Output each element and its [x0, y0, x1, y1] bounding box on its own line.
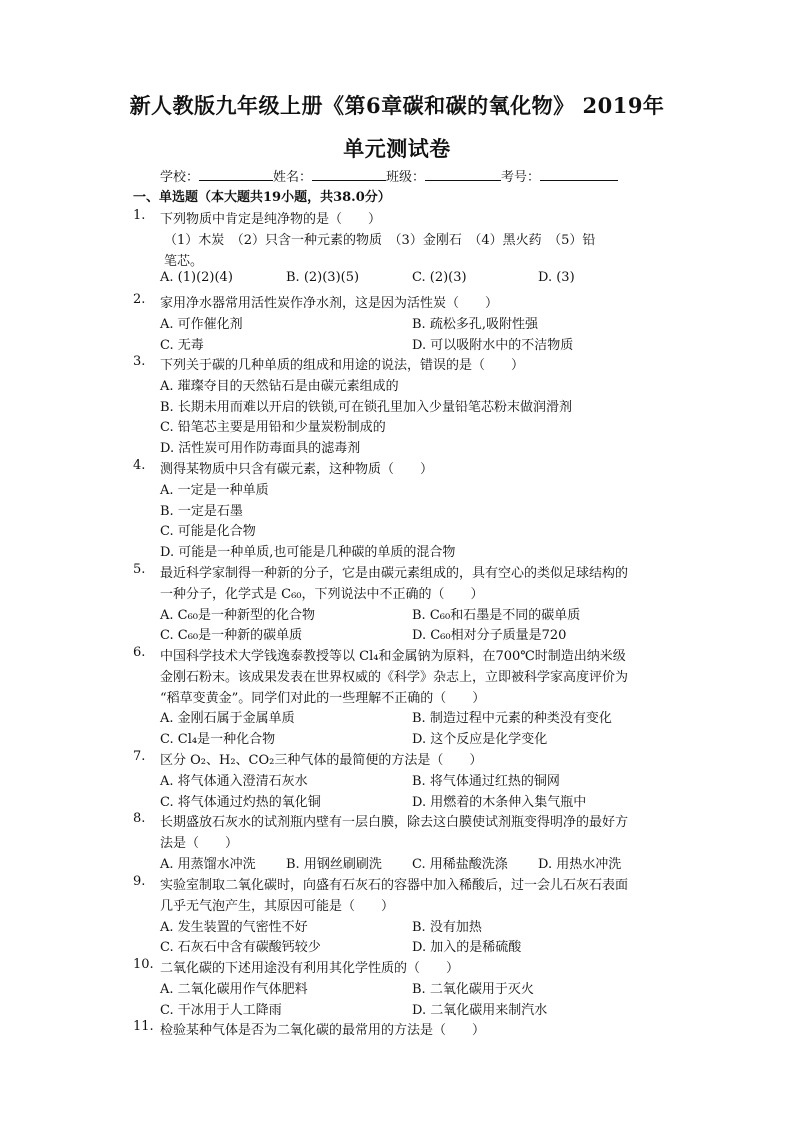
class-blank[interactable]: [425, 168, 501, 181]
answer-option[interactable]: D. 可以吸附水中的不洁物质: [412, 337, 574, 353]
answer-option[interactable]: B. 制造过程中元素的种类没有变化: [412, 711, 612, 727]
question-stem-line: （1）木炭 （2）只含一种元素的物质 （3）金刚石 （4）黑火药 （5）铅: [164, 232, 596, 248]
question-number: 11.: [133, 1019, 154, 1034]
question-number: 10.: [133, 957, 154, 972]
answer-option[interactable]: B. 长期未用而难以开启的铁锁,可在锁孔里加入少量铅笔芯粉末做润滑剂: [160, 399, 572, 415]
question-stem-line: 金刚石粉末。该成果发表在世界权威的《科学》杂志上，立即被科学家高度评价为: [160, 669, 629, 685]
answer-option[interactable]: C. 用稀盐酸洗涤: [412, 856, 508, 872]
question-stem-line: 家用净水器常用活性炭作净水剂，这是因为活性炭（ ）: [160, 296, 499, 311]
answer-option[interactable]: D. 这个反应是化学变化: [412, 732, 548, 748]
answer-option[interactable]: C. 将气体通过灼热的氧化铜: [160, 794, 321, 810]
answer-option[interactable]: B. 将气体通过红热的铜网: [412, 773, 560, 789]
answer-option[interactable]: A. 一定是一种单质: [160, 482, 269, 498]
question-number: 8.: [133, 811, 146, 826]
answer-option[interactable]: A. 用蒸馏水冲洗: [160, 856, 256, 872]
answer-option[interactable]: B. 一定是石墨: [160, 503, 243, 519]
school-blank[interactable]: [199, 168, 273, 181]
question-number: 9.: [133, 874, 146, 889]
answer-option[interactable]: A. 发生装置的气密性不好: [160, 919, 308, 935]
class-label: 班级：: [386, 170, 426, 185]
answer-option[interactable]: A. 将气体通入澄清石灰水: [160, 773, 308, 789]
answer-option[interactable]: C. 可能是化合物: [160, 524, 256, 540]
answer-option[interactable]: B. 没有加热: [412, 919, 482, 935]
answer-option[interactable]: D. 可能是一种单质,也可能是几种碳的单质的混合物: [160, 545, 456, 561]
answer-option[interactable]: C. 石灰石中含有碳酸钙较少: [160, 940, 321, 956]
question-number: 4.: [133, 458, 146, 473]
exam-no-label: 考号：: [501, 170, 541, 185]
question-number: 1.: [133, 208, 146, 223]
answer-option[interactable]: C. Cl₄是一种化合物: [160, 732, 276, 748]
answer-option[interactable]: A. 可作催化剂: [160, 316, 243, 332]
document-title: 新人教版九年级上册《第6章碳和碳的氧化物》 2019年: [129, 93, 665, 118]
question-stem-line: 下列关于碳的几种单质的组成和用途的说法，错误的是（ ）: [160, 358, 525, 373]
school-label: 学校：: [160, 170, 200, 185]
answer-option[interactable]: D. (3): [538, 270, 575, 286]
answer-option[interactable]: D. 活性炭可用作防毒面具的滤毒剂: [160, 441, 361, 457]
question-stem-line: 最近科学家制得一种新的分子，它是由碳元素组成的，具有空心的类似足球结构的: [160, 566, 629, 581]
answer-option[interactable]: B. 疏松多孔,吸附性强: [412, 316, 538, 332]
question-number: 7.: [133, 749, 146, 764]
question-stem-line: 笔芯。: [164, 253, 204, 269]
section-heading: 一、单选题（本大题共19小题，共38.0分）: [133, 190, 391, 205]
answer-option[interactable]: A. C₆₀是一种新型的化合物: [160, 607, 316, 623]
student-info-line: [160, 166, 618, 185]
question-stem-line: 检验某种气体是否为二氧化碳的最常用的方法是（ ）: [160, 1023, 486, 1038]
answer-option[interactable]: D. 用热水冲洗: [538, 856, 622, 872]
question-stem-line: 二氧化碳的下述用途没有利用其化学性质的（ ）: [160, 961, 460, 976]
answer-option[interactable]: A. 金刚石属于金属单质: [160, 711, 295, 727]
answer-option[interactable]: C. 无毒: [160, 337, 204, 353]
question-stem-line: 测得某物质中只含有碳元素，这种物质（ ）: [160, 462, 434, 477]
document-subtitle: 单元测试卷: [343, 136, 451, 161]
question-number: 2.: [133, 292, 146, 307]
answer-option[interactable]: A. (1)(2)(4): [160, 270, 233, 286]
answer-option[interactable]: D. C₆₀相对分子质量是720: [412, 628, 567, 644]
answer-option[interactable]: D. 二氧化碳用来制汽水: [412, 1002, 548, 1018]
question-stem-line: 法是（ ）: [160, 835, 239, 851]
answer-option[interactable]: A. 二氧化碳用作气体肥料: [160, 981, 308, 997]
answer-option[interactable]: A. 璀璨夺目的天然钻石是由碳元素组成的: [160, 378, 399, 394]
question-stem-line: 区分 O₂、H₂、CO₂三种气体的最简便的方法是（ ）: [160, 753, 483, 768]
answer-option[interactable]: C. 干冰用于人工降雨: [160, 1002, 282, 1018]
answer-option[interactable]: B. 二氧化碳用于灭火: [412, 981, 534, 997]
name-label: 姓名：: [273, 170, 313, 185]
question-stem-line: 长期盛放石灰水的试剂瓶内壁有一层白膜，除去这白膜使试剂瓶变得明净的最好方: [160, 815, 629, 830]
name-blank[interactable]: [312, 168, 386, 181]
answer-option[interactable]: D. 加入的是稀硫酸: [412, 940, 522, 956]
question-number: 5.: [133, 562, 146, 577]
question-stem-line: 实验室制取二氧化碳时，向盛有石灰石的容器中加入稀酸后，过一会儿石灰石表面: [160, 878, 629, 893]
question-stem-line: 几乎无气泡产生，其原因可能是（ ）: [160, 898, 395, 914]
question-stem-line: 中国科学技术大学钱逸泰教授等以 Cl₄和金属钠为原料，在700℃时制造出纳米级: [160, 649, 626, 664]
question-number: 6.: [133, 645, 146, 660]
question-stem-line: 下列物质中肯定是纯净物的是（ ）: [160, 212, 382, 227]
answer-option[interactable]: D. 用燃着的木条伸入集气瓶中: [412, 794, 587, 810]
answer-option[interactable]: C. (2)(3): [412, 270, 467, 286]
answer-option[interactable]: C. C₆₀是一种新的碳单质: [160, 628, 303, 644]
question-stem-line: 一种分子，化学式是 C₆₀，下列说法中不正确的（ ）: [160, 586, 484, 602]
exam-no-blank[interactable]: [540, 168, 618, 181]
answer-option[interactable]: B. 用钢丝刷刷洗: [286, 856, 382, 872]
answer-option[interactable]: B. (2)(3)(5): [286, 270, 360, 286]
question-number: 3.: [133, 354, 146, 369]
answer-option[interactable]: C. 铅笔芯主要是用铅和少量炭粉制成的: [160, 420, 386, 436]
answer-option[interactable]: B. C₆₀和石墨是不同的碳单质: [412, 607, 581, 623]
question-stem-line: “稻草变黄金”。同学们对此的一些理解不正确的（ ）: [160, 690, 486, 706]
